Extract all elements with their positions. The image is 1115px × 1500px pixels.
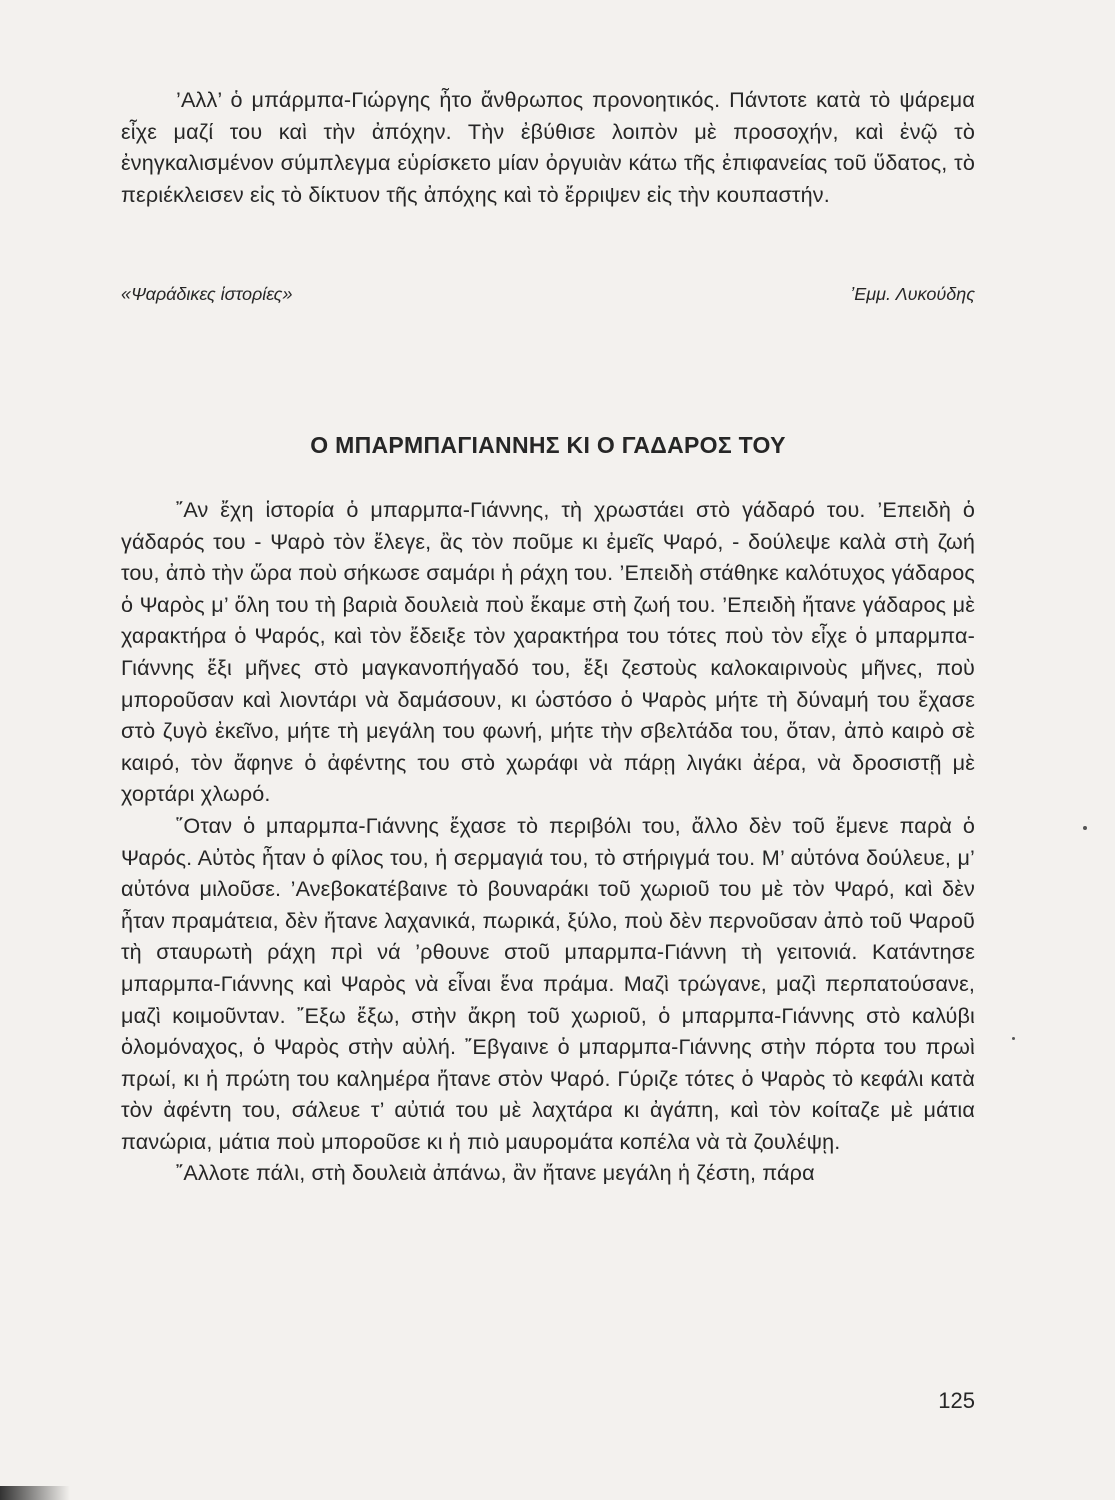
print-speck	[1083, 826, 1087, 830]
attribution-source: «Ψαράδικες ἱστορίες»	[121, 284, 293, 304]
body-paragraph-3: ῎Αλλοτε πάλι, στὴ δουλειὰ ἀπάνω, ἂν ἤτανε μεγάλη ἡ ζέστη, πάρα	[176, 1160, 815, 1186]
intro-paragraph: ’Αλλ’ ὁ μπάρμπα-Γιώργης ἦτο ἄνθρωπος προνοητικός. Πάντοτε κατὰ τὸ ψάρεμα εἶχε μαζί του καὶ τὴν ἀπόχην. Τὴν ἐβύθισε λοιπὸν μὲ προσοχήν, καὶ ἐνῷ τὸ ἐνηγκαλισμένον σύμπλεγμα εὑρίσκετο μίαν ὀργυιὰν κάτω τῆς ἐπιφανείας τοῦ ὕδατος, τὸ περιέκλεισεν εἰς τὸ δίκτυον τῆς ἀπόχης καὶ τὸ ἔρριψεν εἰς τὴν κουπαστήν.	[121, 87, 975, 207]
attribution-author: ’Εμμ. Λυκούδης	[850, 284, 975, 304]
excerpt-attribution	[121, 284, 975, 305]
binding-shadow	[0, 1486, 70, 1500]
chapter-title: Ο ΜΠΑΡΜΠΑΓΙΑΝΝΗΣ ΚΙ Ο ΓΑΔΑΡΟΣ ΤΟΥ	[310, 432, 786, 458]
body-paragraph-1: ῎Αν ἔχη ἱστορία ὁ μπαρμπα-Γιάννης, τὴ χρωστάει στὸ γάδαρό του. ’Επειδὴ ὁ γάδαρός του - Ψαρὸ τὸν ἔλεγε, ἂς τὸν ποῦμε κι ἐμεῖς Ψαρό, - δούλεψε καλὰ στὴ ζωή του, ἀπὸ τὴν ὥρα ποὺ σήκωσε σαμάρι ἡ ράχη του. ’Επειδὴ στάθηκε καλότυχος γάδαρος ὁ Ψαρὸς μ’ ὅλη του τὴ βαριὰ δουλειὰ ποὺ ἔκαμε στὴ ζωή του. ’Επειδὴ ἤτανε γάδαρος μὲ χαρακτήρα ὁ Ψαρός, καὶ τὸν ἔδειξε τὸν χαρακτήρα του τότες ποὺ τὸν εἶχε ὁ μπαρμπα-Γιάννης ἔξι μῆνες στὸ μαγκανοπήγαδό του, ἔξι ζεστοὺς καλοκαιρινοὺς μῆνες, ποὺ μποροῦσαν καὶ λιοντάρι νὰ δαμάσουν, κι ὡστόσο ὁ Ψαρὸς μήτε τὴ δύναμή του ἔχασε στὸ ζυγὸ ἐκεῖνο, μήτε τὴ μεγάλη του φωνή, μήτε τὴν σβελτάδα του, ὅταν, ἀπὸ καιρὸ σὲ καιρό, τὸν ἄφηνε ὁ ἀφέντης του στὸ χωράφι νὰ πάρῃ λιγάκι ἀέρα, νὰ δροσιστῇ μὲ χορτάρι χλωρό.	[121, 497, 975, 807]
story-body	[121, 494, 975, 1189]
intro-excerpt	[121, 84, 975, 210]
print-speck	[1012, 1037, 1015, 1040]
body-paragraph-2: ῞Οταν ὁ μπαρμπα-Γιάννης ἔχασε τὸ περιβόλι του, ἄλλο δὲν τοῦ ἔμενε παρὰ ὁ Ψαρός. Αὐτὸς ἦταν ὁ φίλος του, ἡ σερμαγιά του, τὸ στήριγμά του. Μ’ αὐτόνα δούλευε, μ’ αὐτόνα μιλοῦσε. ’Ανεβοκατέβαινε τὸ βουναράκι τοῦ χωριοῦ του μὲ τὸν Ψαρό, καὶ δὲν ἦταν πραμάτεια, δὲν ἤτανε λαχανικά, πωρικά, ξύλο, ποὺ δὲν περνοῦσαν ἀπὸ τοῦ Ψαροῦ τὴ σταυρωτὴ ράχη πρὶ νά ’ρθουνε στοῦ μπαρμπα-Γιάννη τὴ γειτονιά. Κατάντησε μπαρμπα-Γιάννης καὶ Ψαρὸς νὰ εἶναι ἕνα πράμα. Μαζὶ τρώγανε, μαζὶ περπατούσανε, μαζὶ κοιμοῦνταν. ῎Εξω ἔξω, στὴν ἄκρη τοῦ χωριοῦ, ὁ μπαρμπα-Γιάννης στὸ καλύβι ὁλομόναχος, ὁ Ψαρὸς στὴν αὐλή. ῎Εβγαινε ὁ μπαρμπα-Γιάννης στὴν πόρτα του πρωὶ πρωί, κι ἡ πρώτη του καλημέρα ἤτανε στὸν Ψαρό. Γύριζε τότες ὁ Ψαρὸς τὸ κεφάλι κατὰ τὸν ἀφέντη του, σάλευε τ’ αὐτιά του μὲ λαχτάρα κι ἀγάπη, καὶ τὸν κοίταζε μὲ μάτια πανώρια, μάτια ποὺ μποροῦσε κι ἡ πιὸ μαυρομάτα κοπέλα νὰ τὰ ζουλέψῃ.	[121, 812, 975, 1154]
page-number: 125	[938, 1388, 975, 1413]
